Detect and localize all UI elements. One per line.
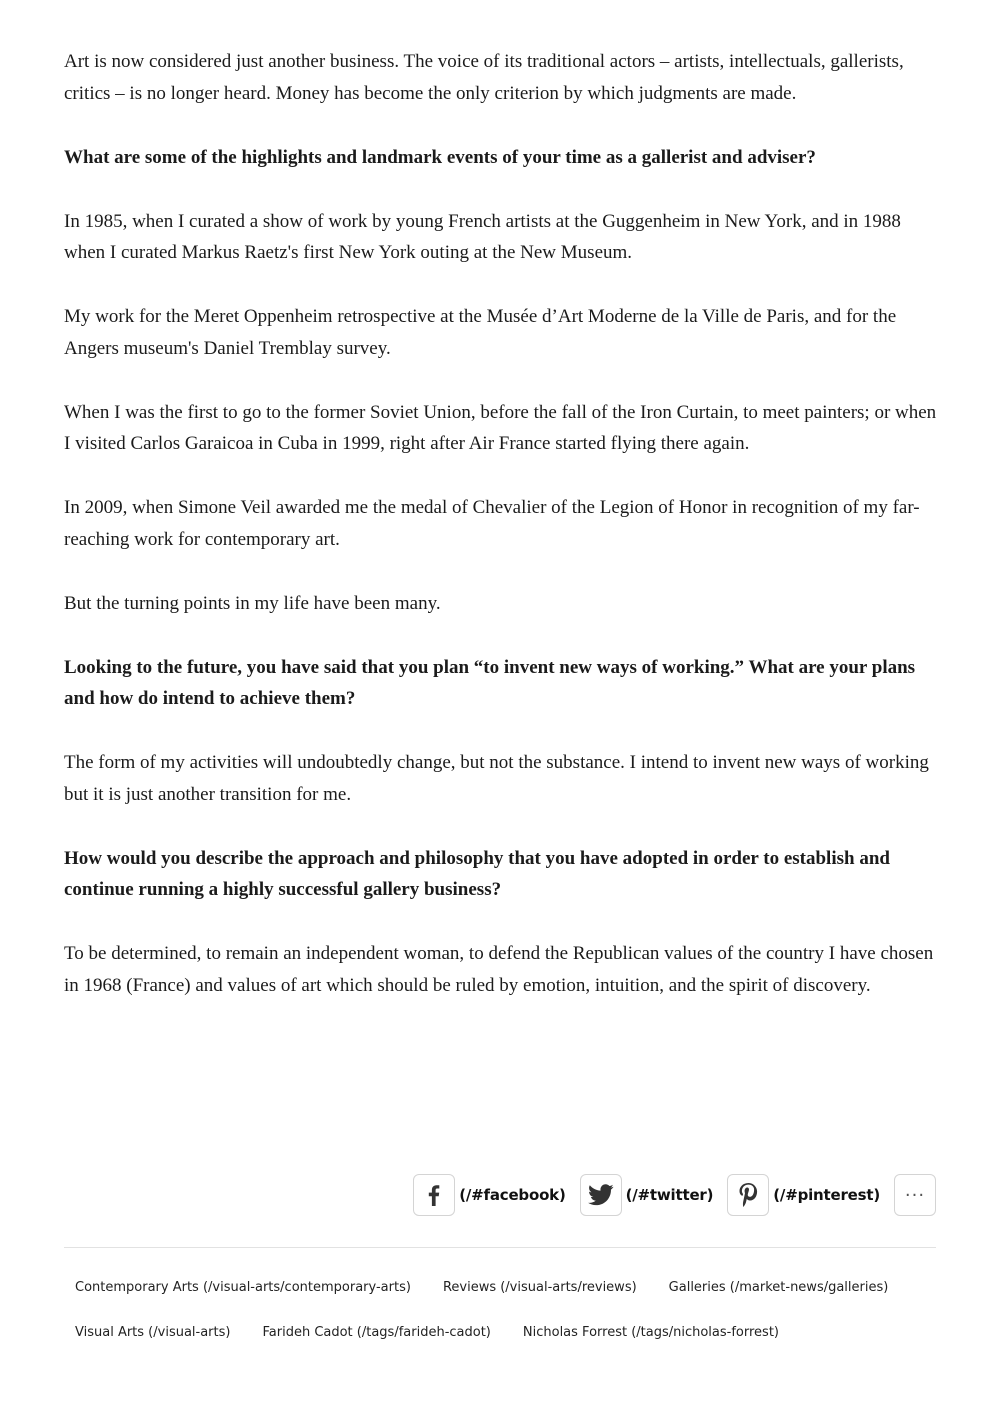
facebook-icon: [423, 1183, 445, 1207]
tag-link-galleries[interactable]: Galleries (/market-news/galleries): [668, 1280, 889, 1295]
interview-question: What are some of the highlights and landmark events of your time as a gallerist and adviser?: [64, 146, 816, 168]
article-paragraph: To be determined, to remain an independent woman, to defend the Republican values of the country I have chosen in 1968 (France) and values of art which should be ruled by emotion, intuition, and the spirit of discovery.: [64, 943, 934, 996]
tag-link-visual-arts[interactable]: Visual Arts (/visual-arts): [75, 1325, 231, 1340]
twitter-icon: [588, 1184, 614, 1206]
article-tags: [64, 1265, 936, 1355]
twitter-share-button[interactable]: [580, 1174, 622, 1216]
more-icon: ···: [904, 1184, 926, 1206]
article-paragraph: But the turning points in my life have been many.: [64, 592, 441, 614]
share-facebook-link[interactable]: [413, 1174, 565, 1216]
tags-divider: [64, 1247, 936, 1248]
facebook-share-label[interactable]: (/#facebook): [459, 1186, 566, 1204]
article-paragraph: My work for the Meret Oppenheim retrospective at the Musée d’Art Moderne de la Ville de Paris, and for the Angers museum's Daniel Tremblay survey.: [64, 306, 897, 359]
share-bar: [413, 1174, 936, 1216]
interview-question: Looking to the future, you have said that you plan “to invent new ways of working.” What are your plans and how do intend to achieve them?: [64, 656, 916, 709]
pinterest-share-label[interactable]: (/#pinterest): [773, 1186, 880, 1204]
pinterest-icon: [738, 1182, 758, 1208]
article-body: [64, 46, 944, 1034]
facebook-share-button[interactable]: [413, 1174, 455, 1216]
more-share-options-button[interactable]: [894, 1174, 936, 1216]
interview-question: How would you describe the approach and philosophy that you have adopted in order to establish and continue running a highly successful gallery business?: [64, 847, 890, 900]
tag-link-reviews[interactable]: Reviews (/visual-arts/reviews): [442, 1280, 637, 1295]
article-paragraph: The form of my activities will undoubtedly change, but not the substance. I intend to invent new ways of working but it is just another transition for me.: [64, 752, 929, 805]
twitter-share-label[interactable]: (/#twitter): [625, 1186, 714, 1204]
tag-row: [64, 1265, 936, 1310]
tag-link-farideh-cadot[interactable]: Farideh Cadot (/tags/farideh-cadot): [262, 1325, 491, 1340]
pinterest-share-button[interactable]: [727, 1174, 769, 1216]
tag-link-contemporary-arts[interactable]: Contemporary Arts (/visual-arts/contemporary-arts): [75, 1280, 411, 1295]
tag-row: [64, 1310, 936, 1355]
article-paragraph: In 2009, when Simone Veil awarded me the medal of Chevalier of the Legion of Honor in recognition of my far-reaching work for contemporary art.: [64, 497, 920, 550]
share-twitter-link[interactable]: [580, 1174, 714, 1216]
article-paragraph: In 1985, when I curated a show of work by young French artists at the Guggenheim in New York, and in 1988 when I curated Markus Raetz's first New York outing at the New Museum.: [64, 210, 901, 263]
article-paragraph: Art is now considered just another business. The voice of its traditional actors – artists, intellectuals, gallerists, critics – is no longer heard. Money has become the only criterion by which judgments are made.: [64, 51, 904, 104]
tag-link-nicholas-forrest[interactable]: Nicholas Forrest (/tags/nicholas-forrest): [522, 1325, 779, 1340]
share-pinterest-link[interactable]: [727, 1174, 880, 1216]
article-paragraph: When I was the first to go to the former Soviet Union, before the fall of the Iron Curtain, to meet painters; or when I visited Carlos Garaicoa in Cuba in 1999, right after Air France started flying there again.: [64, 401, 937, 454]
